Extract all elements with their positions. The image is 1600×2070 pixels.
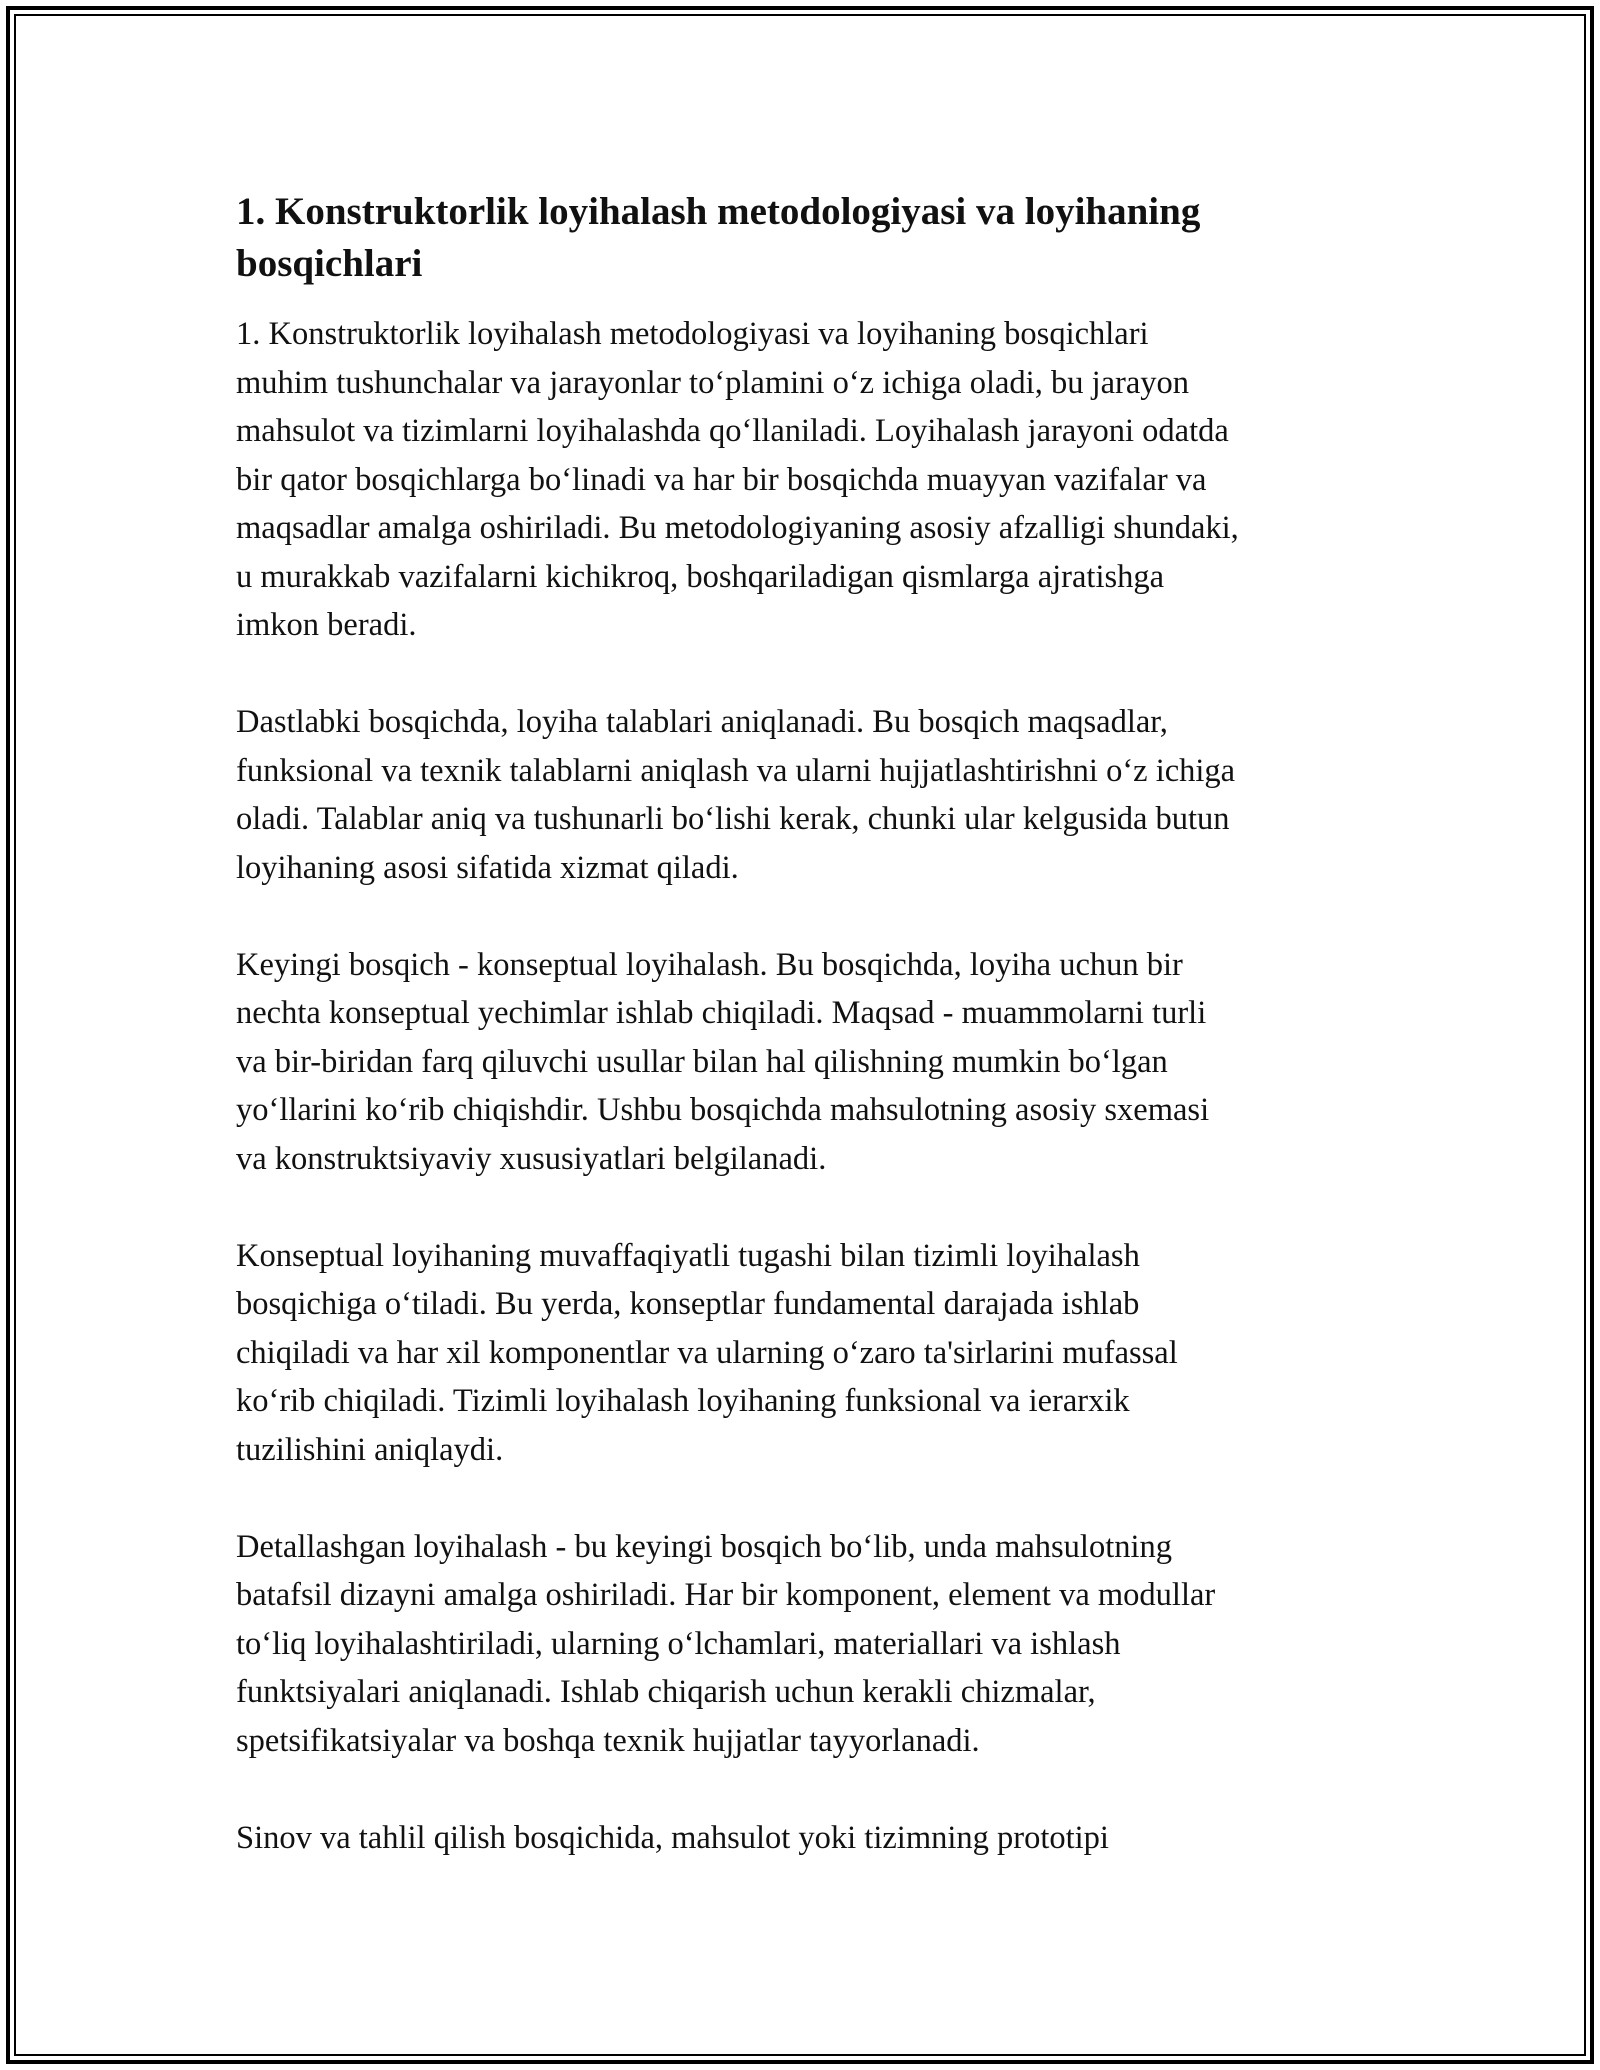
paragraph-conceptual-design: Keyingi bosqich - konseptual loyihalash. Bu bosqichda, loyiha uchun bir nechta konseptual yechimlar ishlab chiqiladi. Maqsad - muammolarni turli va bir-biridan farq qiluvchi usullar bilan hal qilishning mumkin bo‘lgan yo‘llarini ko‘rib chiqishdir. Ushbu bosqichda mahsulotning asosiy sxemasi va konstruktsiyaviy xususiyatlari belgilanadi. bbox=[236, 946, 1210, 1177]
document-body bbox=[236, 186, 1376, 1862]
paragraph-system-design: Konseptual loyihaning muvaffaqiyatli tugashi bilan tizimli loyihalash bosqichiga o‘tiladi. Bu yerda, konseptlar fundamental darajada ishlab chiqiladi va har xil komponentlar va ularning o‘zaro ta'sirlarini mufassal ko‘rib chiqiladi. Tizimli loyihalash loyihaning funksional va ierarxik tuzilishini aniqlaydi. bbox=[236, 1237, 1178, 1468]
paragraph-requirements: Dastlabki bosqichda, loyiha talablari aniqlanadi. Bu bosqich maqsadlar, funksional va texnik talablarni aniqlash va ularni hujjatlashtirishni o‘z ichiga oladi. Talablar aniq va tushunarli bo‘lishi kerak, chunki ular kelgusida butun loyihaning asosi sifatida xizmat qiladi. bbox=[236, 704, 1236, 886]
page-title: 1. Konstruktorlik loyihalash metodologiyasi va loyihaning bosqichlari bbox=[236, 190, 1201, 285]
paragraph-detailed-design: Detallashgan loyihalash - bu keyingi bosqich bo‘lib, unda mahsulotning batafsil dizayni amalga oshiriladi. Har bir komponent, element va modullar to‘liq loyihalashtiriladi, ularning o‘lchamlari, materiallari va ishlash funktsiyalari aniqlanadi. Ishlab chiqarish uchun kerakli chizmalar, spetsifikatsiyalar va boshqa texnik hujjatlar tayyorlanadi. bbox=[236, 1528, 1216, 1759]
paragraph-testing: Sinov va tahlil qilish bosqichida, mahsulot yoki tizimning prototipi bbox=[236, 1819, 1109, 1856]
paragraph-intro: 1. Konstruktorlik loyihalash metodologiyasi va loyihaning bosqichlari muhim tushunchalar va jarayonlar to‘plamini o‘z ichiga oladi, bu jarayon mahsulot va tizimlarni loyihalashda qo‘llaniladi. Loyihalash jarayoni odatda bir qator bosqichlarga bo‘linadi va har bir bosqichda muayyan vazifalar va maqsadlar amalga oshiriladi. Bu metodologiyaning asosiy afzalligi shundaki, u murakkab vazifalarni kichikroq, boshqariladigan qismlarga ajratishga imkon beradi. bbox=[236, 316, 1239, 643]
